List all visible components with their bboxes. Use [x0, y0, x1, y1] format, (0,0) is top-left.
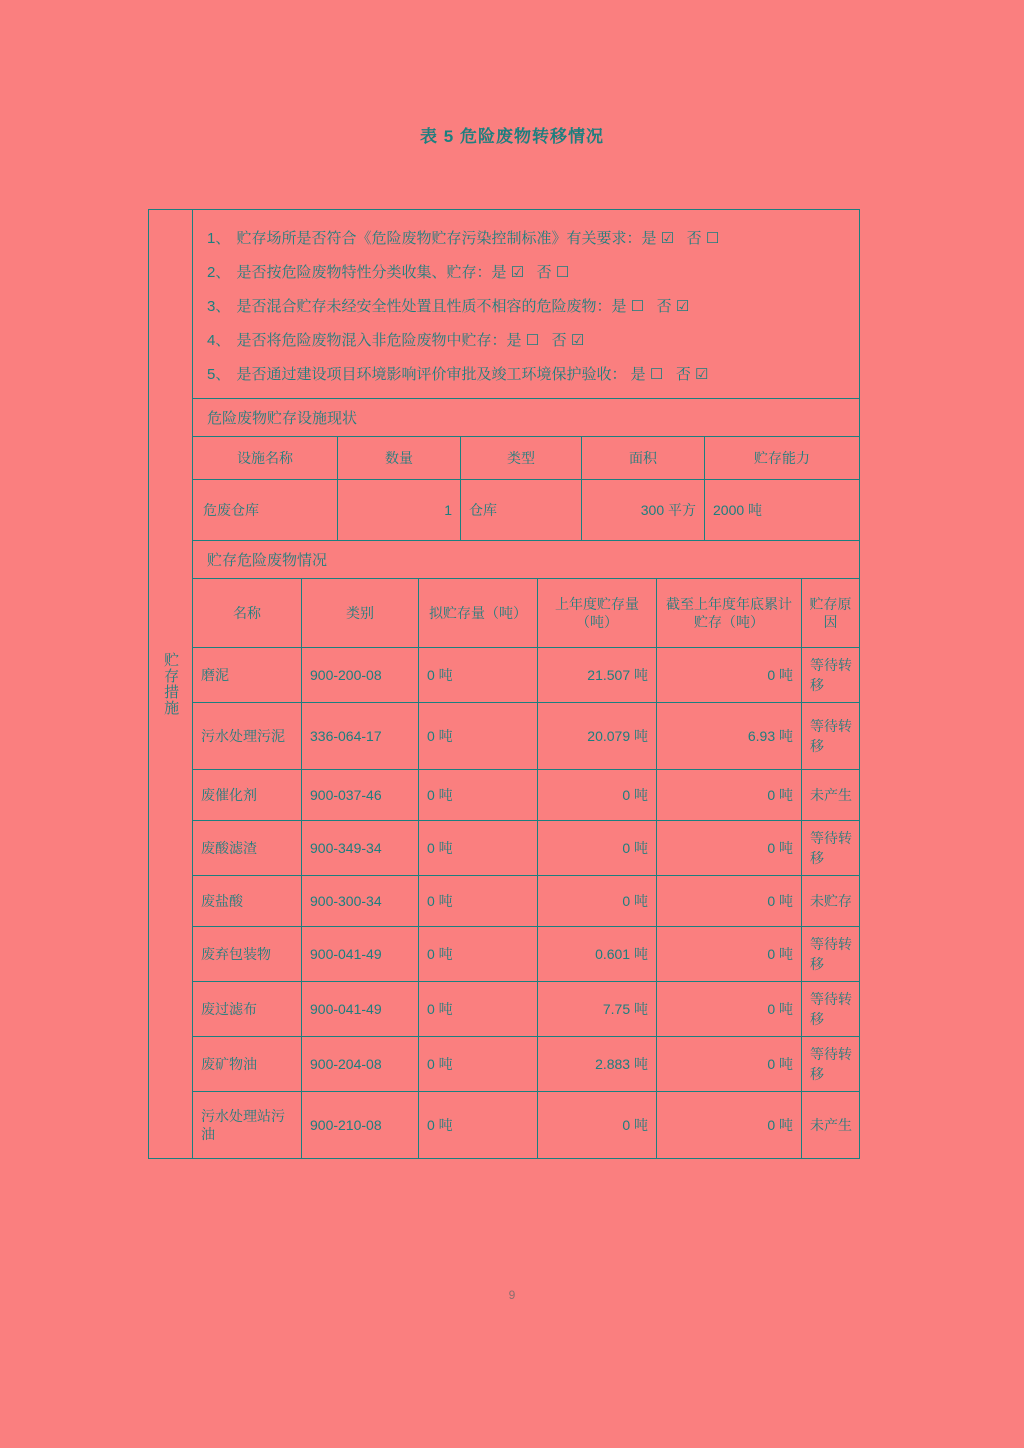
question-number: 5、 — [207, 366, 231, 383]
cell-planned: 0 吨 — [419, 648, 538, 703]
cell-name: 磨泥 — [193, 648, 302, 703]
checkbox-no[interactable]: ☑ — [675, 298, 690, 315]
cell-reason: 等待转移 — [802, 703, 860, 770]
column-header-facility-name: 设施名称 — [193, 437, 338, 480]
checkbox-yes[interactable]: ☑ — [510, 264, 525, 281]
cell-category: 900-200-08 — [302, 648, 419, 703]
table-row — [193, 982, 859, 1037]
cell-name: 废盐酸 — [193, 876, 302, 927]
cell-reason: 等待转移 — [802, 982, 860, 1037]
page-title: 表 5 危险废物转移情况 — [420, 127, 604, 146]
checkbox-yes[interactable]: ☐ — [525, 332, 540, 349]
column-header-accumulated-amount: 截至上年度年底累计贮存（吨） — [657, 579, 802, 648]
checkbox-no[interactable]: ☐ — [555, 264, 570, 281]
cell-last-year: 0.601 吨 — [538, 927, 657, 982]
table-row — [193, 927, 859, 982]
waste-section-heading: 贮存危险废物情况 — [193, 541, 859, 579]
column-header-category: 类别 — [302, 579, 419, 648]
cell-reason: 等待转移 — [802, 821, 860, 876]
column-header-area: 面积 — [582, 437, 705, 480]
question-row — [193, 358, 859, 392]
label-no: 否 — [675, 366, 691, 383]
question-text: 是否将危险废物混入非危险废物中贮存：是 — [236, 332, 522, 349]
hazardous-waste-storage-table — [148, 209, 860, 1159]
label-no: 否 — [551, 332, 567, 349]
question-row — [193, 222, 859, 256]
table-row — [193, 1092, 859, 1159]
cell-accumulated: 6.93 吨 — [657, 703, 802, 770]
cell-last-year: 0 吨 — [538, 1092, 657, 1159]
cell-last-year: 7.75 吨 — [538, 982, 657, 1037]
cell-name: 污水处理站污油 — [193, 1092, 302, 1159]
facility-section-heading: 危险废物贮存设施现状 — [193, 399, 859, 437]
cell-accumulated: 0 吨 — [657, 1037, 802, 1092]
cell-count: 1 — [338, 480, 461, 541]
cell-accumulated: 0 吨 — [657, 982, 802, 1037]
cell-area: 300 平方 — [582, 480, 705, 541]
column-header-type: 类型 — [461, 437, 582, 480]
checkbox-no[interactable]: ☑ — [695, 366, 709, 383]
cell-planned: 0 吨 — [419, 982, 538, 1037]
row-header-label: 贮存措施 — [162, 652, 180, 716]
cell-reason: 等待转移 — [802, 927, 860, 982]
cell-planned: 0 吨 — [419, 1092, 538, 1159]
table-header-row — [193, 579, 859, 648]
cell-category: 900-037-46 — [302, 770, 419, 821]
cell-planned: 0 吨 — [419, 876, 538, 927]
question-row — [193, 324, 859, 358]
cell-accumulated: 0 吨 — [657, 927, 802, 982]
row-header-storage-measures — [149, 210, 193, 1158]
question-text: 是否通过建设项目环境影响评价审批及竣工环境保护验收： 是 — [236, 366, 646, 383]
cell-category: 900-300-34 — [302, 876, 419, 927]
cell-planned: 0 吨 — [419, 821, 538, 876]
cell-category: 900-041-49 — [302, 927, 419, 982]
table-row — [193, 770, 859, 821]
cell-capacity: 2000 吨 — [705, 480, 860, 541]
cell-last-year: 0 吨 — [538, 770, 657, 821]
cell-name: 废矿物油 — [193, 1037, 302, 1092]
table-header-row — [193, 437, 859, 480]
checkbox-yes[interactable]: ☐ — [630, 298, 645, 315]
cell-last-year: 0 吨 — [538, 821, 657, 876]
facility-status-table — [193, 437, 859, 541]
table-row — [193, 821, 859, 876]
compliance-questions — [193, 210, 859, 399]
question-number: 4、 — [207, 332, 231, 349]
column-header-storage-reason: 贮存原因 — [802, 579, 860, 648]
question-number: 2、 — [207, 264, 231, 281]
label-no: 否 — [686, 230, 702, 247]
question-number: 1、 — [207, 230, 231, 247]
page-number: 9 — [508, 1288, 516, 1302]
cell-category: 900-210-08 — [302, 1092, 419, 1159]
cell-category: 336-064-17 — [302, 703, 419, 770]
cell-reason: 等待转移 — [802, 648, 860, 703]
column-header-planned-amount: 拟贮存量（吨） — [419, 579, 538, 648]
label-no: 否 — [536, 264, 552, 281]
table-row — [193, 703, 859, 770]
cell-reason: 未产生 — [802, 1092, 860, 1159]
cell-name: 废酸滤渣 — [193, 821, 302, 876]
cell-reason: 等待转移 — [802, 1037, 860, 1092]
table-row — [193, 1037, 859, 1092]
cell-name: 废弃包装物 — [193, 927, 302, 982]
question-row — [193, 290, 859, 324]
question-text: 是否按危险废物特性分类收集、贮存：是 — [236, 264, 507, 281]
question-row — [193, 256, 859, 290]
cell-accumulated: 0 吨 — [657, 1092, 802, 1159]
cell-name: 废过滤布 — [193, 982, 302, 1037]
label-no: 否 — [656, 298, 672, 315]
cell-last-year: 2.883 吨 — [538, 1037, 657, 1092]
table-row — [193, 480, 859, 541]
checkbox-no[interactable]: ☐ — [705, 230, 720, 247]
checkbox-yes[interactable]: ☑ — [660, 230, 675, 247]
cell-type: 仓库 — [461, 480, 582, 541]
cell-last-year: 20.079 吨 — [538, 703, 657, 770]
table-row — [193, 876, 859, 927]
question-text: 贮存场所是否符合《危险废物贮存污染控制标准》有关要求：是 — [236, 230, 657, 247]
column-header-name: 名称 — [193, 579, 302, 648]
cell-last-year: 0 吨 — [538, 876, 657, 927]
cell-facility-name: 危废仓库 — [193, 480, 338, 541]
stored-waste-table — [193, 579, 859, 1158]
table-content-column — [193, 210, 859, 1158]
cell-accumulated: 0 吨 — [657, 876, 802, 927]
table-row — [193, 648, 859, 703]
cell-name: 污水处理污泥 — [193, 703, 302, 770]
checkbox-no[interactable]: ☑ — [570, 332, 585, 349]
cell-planned: 0 吨 — [419, 1037, 538, 1092]
cell-accumulated: 0 吨 — [657, 648, 802, 703]
column-header-count: 数量 — [338, 437, 461, 480]
cell-last-year: 21.507 吨 — [538, 648, 657, 703]
column-header-capacity: 贮存能力 — [705, 437, 860, 480]
cell-category: 900-041-49 — [302, 982, 419, 1037]
cell-reason: 未贮存 — [802, 876, 860, 927]
cell-planned: 0 吨 — [419, 770, 538, 821]
column-header-last-year-amount: 上年度贮存量（吨） — [538, 579, 657, 648]
question-text: 是否混合贮存未经安全性处置且性质不相容的危险废物：是 — [236, 298, 627, 315]
cell-planned: 0 吨 — [419, 927, 538, 982]
checkbox-yes[interactable]: ☐ — [649, 366, 664, 383]
cell-category: 900-349-34 — [302, 821, 419, 876]
cell-name: 废催化剂 — [193, 770, 302, 821]
cell-accumulated: 0 吨 — [657, 770, 802, 821]
cell-reason: 未产生 — [802, 770, 860, 821]
cell-category: 900-204-08 — [302, 1037, 419, 1092]
cell-planned: 0 吨 — [419, 703, 538, 770]
cell-accumulated: 0 吨 — [657, 821, 802, 876]
question-number: 3、 — [207, 298, 231, 315]
